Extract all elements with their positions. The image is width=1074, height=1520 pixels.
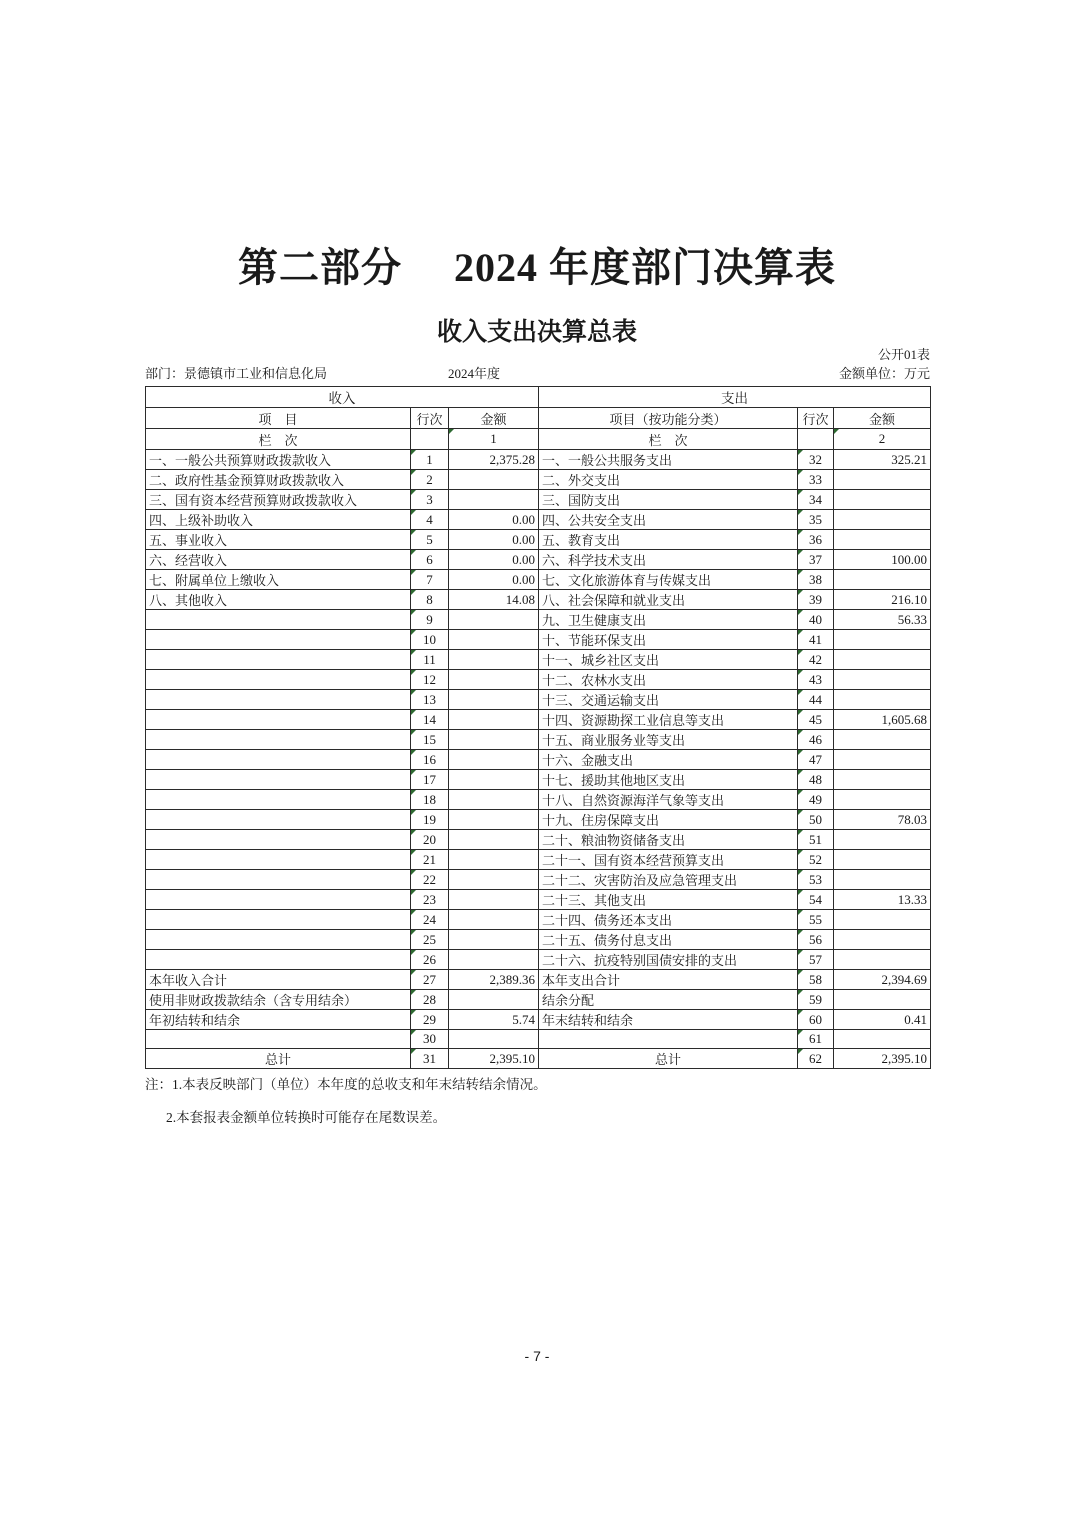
column-index-row <box>146 429 931 450</box>
expense-line-cell: 42 <box>798 650 834 670</box>
income-line-cell: 8 <box>411 590 449 610</box>
expense-amount-cell: 0.41 <box>834 1010 931 1030</box>
expense-line-cell: 51 <box>798 830 834 850</box>
income-amount-cell: 0.00 <box>449 550 539 570</box>
table-row <box>146 670 931 690</box>
expense-item-cell: 年末结转和结余 <box>539 1010 798 1030</box>
amount-unit-label: 金额单位：万元 <box>838 366 930 381</box>
income-item-cell: 八、其他收入 <box>146 590 411 610</box>
expense-item-cell: 二十三、其他支出 <box>539 890 798 910</box>
table-row <box>146 490 931 510</box>
expense-amount-cell <box>834 870 931 890</box>
table-row <box>146 870 931 890</box>
table-row <box>146 650 931 670</box>
expense-line-cell: 55 <box>798 910 834 930</box>
income-item-cell: 六、经营收入 <box>146 550 411 570</box>
income-amount-cell <box>449 930 539 950</box>
expense-item-cell: 二十、粮油物资储备支出 <box>539 830 798 850</box>
expense-line-cell: 32 <box>798 450 834 470</box>
expense-amount-cell <box>834 1030 931 1049</box>
expense-line-cell: 33 <box>798 470 834 490</box>
income-line-cell: 16 <box>411 750 449 770</box>
expense-amount-cell: 325.21 <box>834 450 931 470</box>
note-line-1: 注：1.本表反映部门（单位）本年度的总收支和年末结转结余情况。 <box>145 1077 547 1092</box>
income-line-cell: 28 <box>411 990 449 1010</box>
income-item-cell <box>146 710 411 730</box>
income-amount-cell <box>449 1030 539 1049</box>
lanci-blank-right <box>798 429 834 450</box>
table-row <box>146 690 931 710</box>
expense-line-cell: 49 <box>798 790 834 810</box>
expense-amount-cell <box>834 510 931 530</box>
expense-line-cell: 60 <box>798 1010 834 1030</box>
income-line-cell: 5 <box>411 530 449 550</box>
expense-item-cell: 六、科学技术支出 <box>539 550 798 570</box>
income-item-cell: 一、一般公共预算财政拨款收入 <box>146 450 411 470</box>
income-amount-cell <box>449 890 539 910</box>
expense-item-cell: 二十六、抗疫特别国债安排的支出 <box>539 950 798 970</box>
income-line-cell: 12 <box>411 670 449 690</box>
table-row <box>146 950 931 970</box>
column-header-row <box>146 408 931 429</box>
income-line-cell: 1 <box>411 450 449 470</box>
income-line-cell: 25 <box>411 930 449 950</box>
table-row <box>146 470 931 490</box>
expense-amount-cell <box>834 670 931 690</box>
income-amount-cell <box>449 990 539 1010</box>
income-line-cell: 4 <box>411 510 449 530</box>
income-item-cell <box>146 790 411 810</box>
income-item-cell <box>146 1030 411 1049</box>
income-item-cell <box>146 730 411 750</box>
expense-line-cell: 40 <box>798 610 834 630</box>
income-line-cell: 31 <box>411 1049 449 1069</box>
expense-line-cell: 56 <box>798 930 834 950</box>
income-line-cell: 2 <box>411 470 449 490</box>
income-line-cell: 11 <box>411 650 449 670</box>
income-line-cell: 15 <box>411 730 449 750</box>
table-body <box>146 450 931 1069</box>
expense-line-cell: 36 <box>798 530 834 550</box>
expense-line-cell: 39 <box>798 590 834 610</box>
income-amount-cell <box>449 910 539 930</box>
income-amount-cell <box>449 610 539 630</box>
income-amount-cell <box>449 810 539 830</box>
income-line-cell: 18 <box>411 790 449 810</box>
expense-amount-cell <box>834 930 931 950</box>
table-row <box>146 610 931 630</box>
income-item-cell <box>146 810 411 830</box>
income-item-cell <box>146 670 411 690</box>
expense-item-cell: 四、公共安全支出 <box>539 510 798 530</box>
expense-line-cell: 58 <box>798 970 834 990</box>
expense-line-cell: 50 <box>798 810 834 830</box>
expense-item-cell: 七、文化旅游体育与传媒支出 <box>539 570 798 590</box>
table-row <box>146 890 931 910</box>
expense-line-cell: 38 <box>798 570 834 590</box>
income-line-cell: 29 <box>411 1010 449 1030</box>
income-item-cell: 本年收入合计 <box>146 970 411 990</box>
table-row <box>146 450 931 470</box>
table-row <box>146 710 931 730</box>
expense-amount-cell <box>834 750 931 770</box>
income-item-cell <box>146 750 411 770</box>
table-notes <box>145 1077 930 1126</box>
income-item-cell <box>146 690 411 710</box>
income-item-cell: 总计 <box>146 1049 411 1069</box>
income-line-cell: 23 <box>411 890 449 910</box>
expense-amount-cell <box>834 490 931 510</box>
income-amount-cell <box>449 750 539 770</box>
income-amount-cell <box>449 650 539 670</box>
income-item-cell <box>146 770 411 790</box>
expense-line-cell: 37 <box>798 550 834 570</box>
income-amount-cell <box>449 790 539 810</box>
income-line-cell: 19 <box>411 810 449 830</box>
expense-line-cell: 44 <box>798 690 834 710</box>
income-amount-cell <box>449 870 539 890</box>
expense-amount-cell <box>834 790 931 810</box>
income-line-cell: 30 <box>411 1030 449 1049</box>
fiscal-year-label: 2024年度 <box>448 366 501 381</box>
table-tag: 公开01表 <box>877 347 930 362</box>
income-amount-cell: 0.00 <box>449 510 539 530</box>
col-header-income-line: 行次 <box>411 408 449 429</box>
lanci-label-left: 栏 次 <box>146 429 411 450</box>
income-amount-cell <box>449 690 539 710</box>
income-group-header: 收入 <box>146 387 539 408</box>
income-amount-cell: 2,375.28 <box>449 450 539 470</box>
expense-item-cell <box>539 1030 798 1049</box>
expense-line-cell: 53 <box>798 870 834 890</box>
income-amount-cell <box>449 730 539 750</box>
expense-amount-cell <box>834 770 931 790</box>
table-row <box>146 750 931 770</box>
expense-item-cell: 一、一般公共服务支出 <box>539 450 798 470</box>
income-line-cell: 20 <box>411 830 449 850</box>
income-amount-cell <box>449 670 539 690</box>
income-line-cell: 7 <box>411 570 449 590</box>
expense-item-cell: 八、社会保障和就业支出 <box>539 590 798 610</box>
income-item-cell <box>146 830 411 850</box>
income-item-cell <box>146 610 411 630</box>
document-title: 第二部分 2024 年度部门决算表 <box>238 245 836 290</box>
expense-amount-cell <box>834 650 931 670</box>
expense-amount-cell: 2,394.69 <box>834 970 931 990</box>
income-expense-table <box>145 386 931 1069</box>
lanci-col2: 2 <box>834 429 931 450</box>
income-item-cell <box>146 870 411 890</box>
table-meta-row <box>145 363 930 381</box>
income-line-cell: 3 <box>411 490 449 510</box>
income-item-cell: 使用非财政拨款结余（含专用结余） <box>146 990 411 1010</box>
table-title: 收入支出决算总表 <box>436 318 637 346</box>
expense-line-cell: 54 <box>798 890 834 910</box>
department-label: 部门：景德镇市工业和信息化局 <box>145 366 328 381</box>
expense-line-cell: 41 <box>798 630 834 650</box>
expense-item-cell: 总计 <box>539 1049 798 1069</box>
table-row <box>146 810 931 830</box>
expense-amount-cell: 56.33 <box>834 610 931 630</box>
expense-item-cell: 十九、住房保障支出 <box>539 810 798 830</box>
table-row <box>146 770 931 790</box>
expense-amount-cell: 13.33 <box>834 890 931 910</box>
expense-line-cell: 59 <box>798 990 834 1010</box>
table-row <box>146 630 931 650</box>
expense-item-cell: 二十四、债务还本支出 <box>539 910 798 930</box>
table-row <box>146 930 931 950</box>
expense-amount-cell <box>834 910 931 930</box>
note-line-2: 2.本套报表金额单位转换时可能存在尾数误差。 <box>166 1110 447 1126</box>
income-item-cell: 四、上级补助收入 <box>146 510 411 530</box>
expense-item-cell: 十二、农林水支出 <box>539 670 798 690</box>
expense-amount-cell: 100.00 <box>834 550 931 570</box>
expense-group-header: 支出 <box>539 387 931 408</box>
expense-line-cell: 52 <box>798 850 834 870</box>
table-row <box>146 830 931 850</box>
income-line-cell: 14 <box>411 710 449 730</box>
income-item-cell <box>146 930 411 950</box>
income-line-cell: 10 <box>411 630 449 650</box>
income-amount-cell: 2,389.36 <box>449 970 539 990</box>
col-header-expense-amount: 金额 <box>834 408 931 429</box>
income-item-cell <box>146 950 411 970</box>
income-amount-cell <box>449 470 539 490</box>
income-line-cell: 9 <box>411 610 449 630</box>
expense-amount-cell <box>834 850 931 870</box>
expense-item-cell: 九、卫生健康支出 <box>539 610 798 630</box>
income-amount-cell <box>449 770 539 790</box>
col-header-income-item: 项 目 <box>146 408 411 429</box>
expense-item-cell: 十三、交通运输支出 <box>539 690 798 710</box>
expense-item-cell: 十六、金融支出 <box>539 750 798 770</box>
col-header-income-amount: 金额 <box>449 408 539 429</box>
income-amount-cell: 0.00 <box>449 530 539 550</box>
income-amount-cell <box>449 490 539 510</box>
col-header-expense-item: 项目（按功能分类） <box>539 408 798 429</box>
income-amount-cell: 0.00 <box>449 570 539 590</box>
expense-line-cell: 45 <box>798 710 834 730</box>
expense-item-cell: 十五、商业服务业等支出 <box>539 730 798 750</box>
expense-item-cell: 十七、援助其他地区支出 <box>539 770 798 790</box>
expense-amount-cell <box>834 630 931 650</box>
income-line-cell: 27 <box>411 970 449 990</box>
expense-item-cell: 二十一、国有资本经营预算支出 <box>539 850 798 870</box>
expense-line-cell: 48 <box>798 770 834 790</box>
expense-line-cell: 43 <box>798 670 834 690</box>
expense-amount-cell <box>834 990 931 1010</box>
table-row <box>146 970 931 990</box>
table-row <box>146 790 931 810</box>
expense-line-cell: 46 <box>798 730 834 750</box>
income-line-cell: 13 <box>411 690 449 710</box>
income-amount-cell <box>449 950 539 970</box>
expense-item-cell: 十四、资源勘探工业信息等支出 <box>539 710 798 730</box>
expense-item-cell: 五、教育支出 <box>539 530 798 550</box>
expense-line-cell: 61 <box>798 1030 834 1049</box>
income-amount-cell <box>449 830 539 850</box>
table-row <box>146 1049 931 1069</box>
expense-item-cell: 十一、城乡社区支出 <box>539 650 798 670</box>
expense-amount-cell <box>834 830 931 850</box>
expense-line-cell: 35 <box>798 510 834 530</box>
income-amount-cell: 14.08 <box>449 590 539 610</box>
col-header-expense-line: 行次 <box>798 408 834 429</box>
income-item-cell: 七、附属单位上缴收入 <box>146 570 411 590</box>
expense-item-cell: 二、外交支出 <box>539 470 798 490</box>
lanci-blank-left <box>411 429 449 450</box>
expense-item-cell: 十、节能环保支出 <box>539 630 798 650</box>
expense-amount-cell: 1,605.68 <box>834 710 931 730</box>
income-item-cell <box>146 910 411 930</box>
income-item-cell: 二、政府性基金预算财政拨款收入 <box>146 470 411 490</box>
expense-item-cell: 结余分配 <box>539 990 798 1010</box>
income-item-cell <box>146 630 411 650</box>
table-row <box>146 590 931 610</box>
income-line-cell: 26 <box>411 950 449 970</box>
table-row <box>146 1010 931 1030</box>
table-row <box>146 730 931 750</box>
income-line-cell: 17 <box>411 770 449 790</box>
income-amount-cell <box>449 710 539 730</box>
income-amount-cell: 5.74 <box>449 1010 539 1030</box>
income-line-cell: 22 <box>411 870 449 890</box>
income-line-cell: 21 <box>411 850 449 870</box>
income-amount-cell <box>449 850 539 870</box>
table-row <box>146 990 931 1010</box>
expense-amount-cell <box>834 950 931 970</box>
expense-amount-cell <box>834 690 931 710</box>
expense-item-cell: 二十五、债务付息支出 <box>539 930 798 950</box>
expense-line-cell: 57 <box>798 950 834 970</box>
expense-line-cell: 34 <box>798 490 834 510</box>
expense-line-cell: 62 <box>798 1049 834 1069</box>
expense-amount-cell: 78.03 <box>834 810 931 830</box>
table-row <box>146 530 931 550</box>
lanci-col1: 1 <box>449 429 539 450</box>
table-row <box>146 1030 931 1049</box>
income-amount-cell <box>449 630 539 650</box>
income-item-cell: 五、事业收入 <box>146 530 411 550</box>
income-item-cell <box>146 650 411 670</box>
income-line-cell: 6 <box>411 550 449 570</box>
expense-amount-cell: 216.10 <box>834 590 931 610</box>
expense-amount-cell <box>834 470 931 490</box>
expense-line-cell: 47 <box>798 750 834 770</box>
income-item-cell <box>146 890 411 910</box>
income-amount-cell: 2,395.10 <box>449 1049 539 1069</box>
income-item-cell: 三、国有资本经营预算财政拨款收入 <box>146 490 411 510</box>
expense-amount-cell <box>834 570 931 590</box>
expense-amount-cell <box>834 730 931 750</box>
table-row <box>146 910 931 930</box>
income-item-cell: 年初结转和结余 <box>146 1010 411 1030</box>
income-line-cell: 24 <box>411 910 449 930</box>
expense-item-cell: 二十二、灾害防治及应急管理支出 <box>539 870 798 890</box>
table-row <box>146 550 931 570</box>
table-row <box>146 850 931 870</box>
group-header-row <box>146 387 931 408</box>
expense-amount-cell <box>834 530 931 550</box>
expense-amount-cell: 2,395.10 <box>834 1049 931 1069</box>
expense-item-cell: 三、国防支出 <box>539 490 798 510</box>
income-item-cell <box>146 850 411 870</box>
expense-item-cell: 本年支出合计 <box>539 970 798 990</box>
page-number: - 7 - <box>524 1348 550 1364</box>
table-row <box>146 510 931 530</box>
lanci-label-right: 栏 次 <box>539 429 798 450</box>
table-row <box>146 570 931 590</box>
expense-item-cell: 十八、自然资源海洋气象等支出 <box>539 790 798 810</box>
